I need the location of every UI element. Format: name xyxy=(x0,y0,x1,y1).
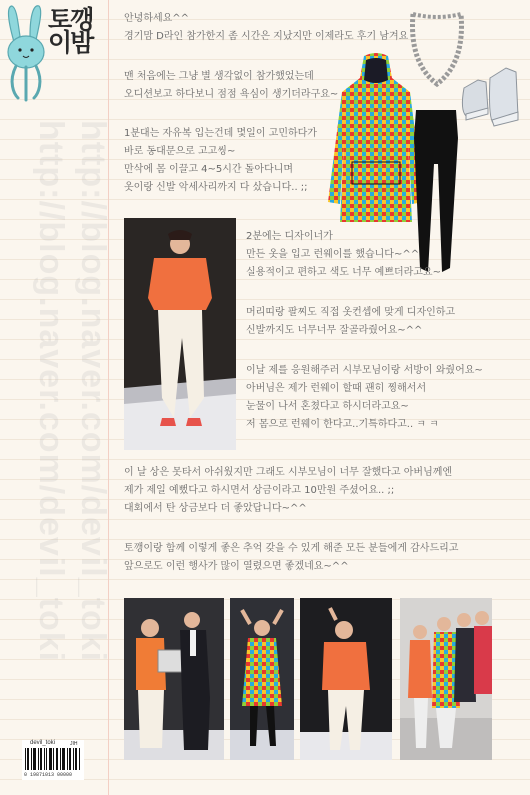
paragraph-2 xyxy=(124,68,338,104)
text-line: 만삭에 몸 이끌고 4~5시간 돌아다니며 xyxy=(124,164,294,175)
text-line: 1분대는 자유복 입는건데 몇일이 고민하다가 xyxy=(124,128,317,139)
text-line: 이날 제를 응원해주러 시부모님이랑 서방이 와줬어요~ xyxy=(246,365,483,376)
paragraph-6 xyxy=(246,362,483,434)
orange-shirt-photo xyxy=(300,598,392,760)
paragraph-3 xyxy=(124,125,317,197)
watermark-text: http://blog.naver.com/devil_toki xyxy=(32,120,70,663)
award-photo xyxy=(124,598,224,760)
logo-line-1: 토깽 xyxy=(48,5,93,34)
text-line: 저 몸으로 런웨이 한다고..기특하다고.. ㅋ ㅋ xyxy=(246,419,439,430)
text-line: 머리띠랑 팔찌도 직접 옷컨셉에 맞게 디자인하고 xyxy=(246,307,456,318)
pattern-dress-photo xyxy=(230,598,294,760)
watermark-text-2: http://blog.naver.com/devil_toki xyxy=(74,120,112,663)
paragraph-8 xyxy=(124,540,458,576)
barcode-suffix: JIH xyxy=(70,741,78,747)
paragraph-7 xyxy=(124,464,452,518)
text-line: 안녕하세요^^ xyxy=(124,13,190,24)
text-line: 이 날 상은 못타서 아쉬웠지만 그래도 시부모님이 너무 잘했다고 아버님께엔 xyxy=(124,467,453,478)
runway-photo xyxy=(124,218,236,450)
text-line: 경기맘 D라인 참가한지 좀 시간은 지났지만 이제라도 후기 남겨요 xyxy=(124,31,409,42)
paragraph-1 xyxy=(124,10,408,46)
paragraph-5 xyxy=(246,304,455,340)
text-line: 맨 처음에는 그냥 별 생각없이 참가했었는데 xyxy=(124,71,314,82)
text-line: 오디션보고 하다보니 점점 욕심이 생기더라구요~ xyxy=(124,89,339,100)
text-line: 대회에서 탄 상금보다 더 좋았답니다~^^ xyxy=(124,503,307,514)
logo-text xyxy=(48,5,93,57)
barcode-number: 0 19871013 00000 xyxy=(24,772,73,778)
text-line: 앞으로도 이런 행사가 많이 열렸으면 좋겠네요~^^ xyxy=(124,561,349,572)
group-photo xyxy=(400,598,492,760)
text-line: 옷이랑 신발 악세사리까지 다 샀습니다.. ;; xyxy=(124,182,308,193)
text-line: 바로 동대문으로 고고씽~ xyxy=(124,146,236,157)
text-line: 만든 옷을 입고 런웨이를 했습니다~^^ xyxy=(246,249,420,260)
logo-line-2: 이밤 xyxy=(48,28,93,57)
text-line: 실용적이고 편하고 색도 너무 예쁘더라고요~ xyxy=(246,267,441,278)
text-line: 신발까지도 너무너무 잘골라줬어요~^^ xyxy=(246,325,423,336)
text-line: 제가 제일 예뻤다고 하시면서 상금이라고 10만원 주셨어요.. ;; xyxy=(124,485,395,496)
sneakers-image xyxy=(458,60,524,128)
text-line: 토깽이랑 함께 이렇게 좋은 추억 갖을 수 있게 해준 모든 분들에게 감사드리고 xyxy=(124,543,459,554)
text-line: 아버님은 제가 런웨이 할때 괜히 찡해서서 xyxy=(246,383,427,394)
paragraph-4 xyxy=(246,228,441,282)
text-line: 2분에는 디자이너가 xyxy=(246,231,333,242)
text-line: 눈물이 나서 혼쳤다고 하시더라고요~ xyxy=(246,401,409,412)
barcode-label: devil_toki xyxy=(30,740,56,746)
